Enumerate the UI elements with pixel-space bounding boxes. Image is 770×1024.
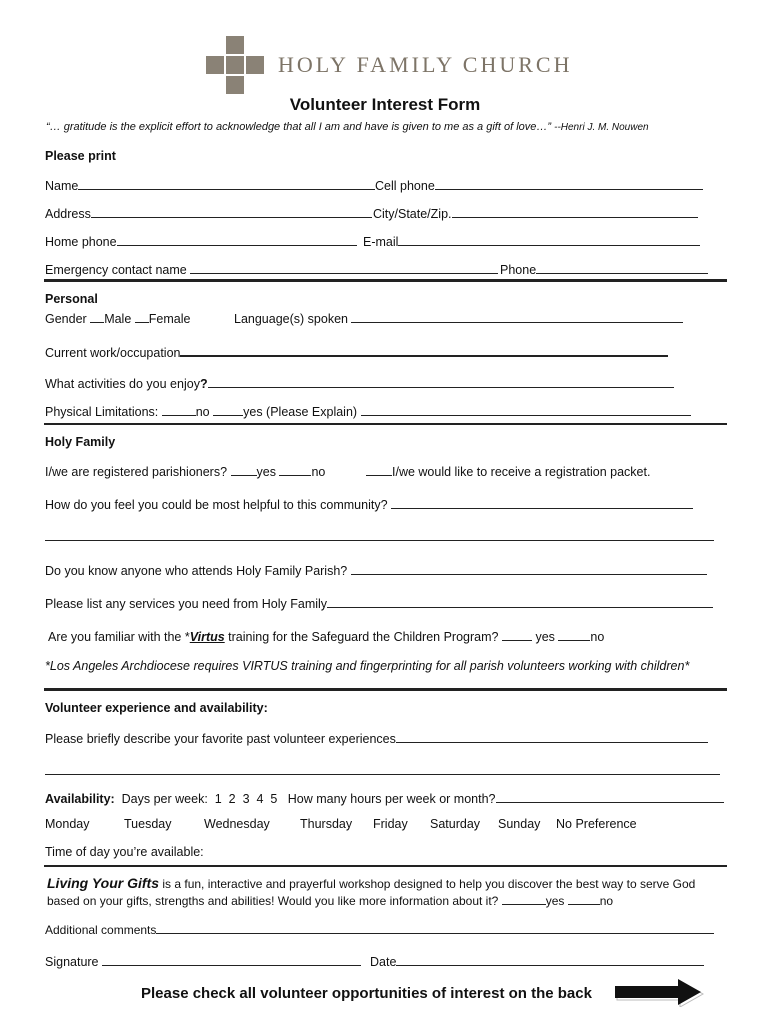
day-saturday[interactable]: Saturday [430,817,481,831]
know-anyone-field[interactable]: Do you know anyone who attends Holy Family Parish? [45,561,707,578]
email-field[interactable]: E-mail [363,232,700,249]
virtus-question[interactable]: Are you familiar with the *Virtus training for the Safeguard the Children Program? yes no [48,627,604,644]
time-of-day-field[interactable]: Time of day you’re available: [45,845,204,859]
divider [44,688,727,691]
org-name: HOLY FAMILY CHURCH [278,52,573,77]
address-field[interactable]: Address [45,204,372,221]
living-gifts-line-1: Living Your Gifts is a fun, interactive and prayerful workshop designed to help you discover the best way to serve God [47,875,696,891]
divider [44,423,727,425]
past-experience-line-2[interactable] [45,774,720,775]
section-holy-family: Holy Family [45,435,116,449]
day-friday[interactable]: Friday [373,817,408,831]
city-state-zip-field[interactable]: City/State/Zip. [373,204,698,221]
cell-phone-field[interactable]: Cell phone [375,176,703,193]
day-thursday[interactable]: Thursday [300,817,353,831]
virtus-note: *Los Angeles Archdiocese requires VIRTUS training and fingerprinting for all parish volunteers working with children* [45,659,690,673]
quote-author: --Henri J. M. Nouwen [554,122,649,133]
date-field[interactable]: Date [370,952,704,969]
helpful-field[interactable]: How do you feel you could be most helpful to this community? [45,495,693,512]
hours-field[interactable] [496,789,724,803]
availability-row: Availability: Days per week: 1 2 3 4 5 How many hours per week or month? [45,789,724,806]
emergency-contact-field[interactable]: Emergency contact name [45,260,498,277]
emergency-phone-field[interactable]: Phone [500,260,708,277]
day-count-2[interactable]: 2 [228,792,236,806]
registered-parishioners-field[interactable]: I/we are registered parishioners? yes no [45,462,325,479]
day-count-3[interactable]: 3 [242,792,250,806]
divider [44,865,727,867]
languages-field[interactable]: Language(s) spoken [234,309,683,326]
day-no-preference[interactable]: No Preference [556,817,637,831]
registration-packet-field[interactable]: I/we would like to receive a registration packet. [366,462,650,479]
day-sunday[interactable]: Sunday [498,817,541,831]
additional-comments-field[interactable]: Additional comments [45,920,714,937]
header-quote: “… gratitude is the explicit effort to acknowledge that all I am and have is given to me as a gift of love…” --Henri J. M. Nouwen [46,121,649,133]
physical-limitations-field[interactable]: Physical Limitations: no yes (Please Explain) [45,402,691,419]
past-experience-field[interactable]: Please briefly describe your favorite past volunteer experiences [45,729,708,746]
virtus-word: Virtus [189,630,225,644]
arrow-right-icon [612,977,704,1007]
day-wednesday[interactable]: Wednesday [204,817,270,831]
closing-instruction: Please check all volunteer opportunities of interest on the back [141,985,592,1002]
signature-field[interactable]: Signature [45,952,361,969]
home-phone-field[interactable]: Home phone [45,232,357,249]
day-monday[interactable]: Monday [45,817,90,831]
living-gifts-line-2[interactable]: based on your gifts, strengths and abilities! Would you like more information about it? yes no [47,891,613,908]
section-personal: Personal [45,292,98,306]
helpful-field-line-2[interactable] [45,540,714,541]
services-field[interactable]: Please list any services you need from Holy Family [45,594,713,611]
name-field[interactable]: Name [45,176,375,193]
occupation-field[interactable]: Current work/occupation [45,342,668,360]
day-count-4[interactable]: 4 [256,792,264,806]
day-count-1[interactable]: 1 [214,792,222,806]
church-cross-logo-icon [206,36,264,94]
section-please-print: Please print [45,149,116,163]
day-tuesday[interactable]: Tuesday [124,817,172,831]
form-title: Volunteer Interest Form [289,95,481,114]
section-experience: Volunteer experience and availability: [45,701,268,715]
day-count-5[interactable]: 5 [270,792,278,806]
living-gifts-title: Living Your Gifts [47,875,160,891]
activities-field[interactable]: What activities do you enjoy? [45,374,674,391]
divider [44,279,727,282]
gender-field[interactable]: Gender Male Female [45,309,190,326]
